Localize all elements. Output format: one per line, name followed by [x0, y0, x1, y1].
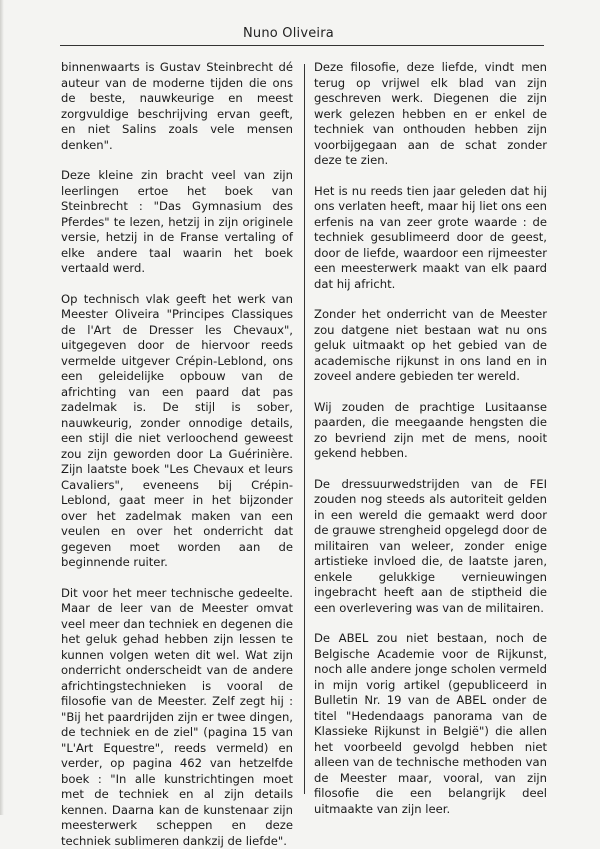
- scan-edge: [0, 0, 4, 815]
- right-column: [314, 60, 547, 817]
- paragraph: De ABEL zou niet bestaan, noch de Belgische Academie voor de Rijkunst, noch alle andere jonge scholen vermeld in mijn vorig artikel (gepubliceerd in Bulletin Nr. 19 van de ABEL onder de titel "Hedendaags panorama van de Klassieke Rijkunst in België") die allen het voorbeeld gevolgd hebben niet alleen van de technische methoden van de Meester maar, vooral, van zijn filosofie die een belangrijk deel uitmaakte van zijn leer.: [314, 631, 547, 817]
- column-divider: [304, 64, 305, 794]
- header-rule: [60, 45, 544, 46]
- paragraph: Het is nu reeds tien jaar geleden dat hij ons verlaten heeft, maar hij liet ons een erfenis na van zeer grote waarde : de techniek gesublimeerd door de geest, door de liefde, waardoor een rijmeester een meesterwerk maakt van elk paard dat hij africht.: [314, 184, 547, 293]
- paragraph: Zonder het onderricht van de Meester zou datgene niet bestaan wat nu ons geluk uitmaakt op het gebied van de academische rijkunst in ons land en in zoveel andere gebieden ter wereld.: [314, 307, 547, 385]
- paragraph: Deze kleine zin bracht veel van zijn leerlingen ertoe het boek van Steinbrecht : "Das Gymnasium des Pferdes" te lezen, hetzij in zijn originele versie, hetzij in de Franse vertaling of elke andere taal waarin het boek vertaald werd.: [61, 168, 293, 277]
- paragraph: binnenwaarts is Gustav Steinbrecht dé auteur van de moderne tijden die ons de beste, nauwkeurige en meest zorgvuldige beschrijving ervan geeft, en niet Salins zoals vele mensen denken".: [61, 60, 293, 153]
- paragraph: Deze filosofie, deze liefde, vindt men terug op vrijwel elk blad van zijn geschreven werk. Diegenen die zijn werk gelezen hebben en er enkel de techniek van onthouden hebben zijn voorbijgegaan aan de schat zonder deze te zien.: [314, 60, 547, 169]
- running-head-author: Nuno Oliveira: [243, 26, 334, 41]
- page-header: [0, 0, 600, 48]
- paragraph: De dressuurwedstrijden van de FEI zouden nog steeds als autoriteit gelden in een wereld die gemaakt werd door de grauwe strengheid opgelegd door de militairen van weleer, zonder enige artistieke invloed die, de laatste jaren, enkele gelukkige vernieuwingen ingebracht heeft aan de stiptheid die een overlevering was van de militairen.: [314, 477, 547, 617]
- paragraph: Wij zouden de prachtige Lusitaanse paarden, die meegaande hengsten die zo bevriend zijn met de mens, nooit gekend hebben.: [314, 400, 547, 462]
- paragraph: Dit voor het meer technische gedeelte. Maar de leer van de Meester omvat veel meer dan techniek en degenen die het geluk gehad hebben zijn lessen te kunnen volgen weten dit wel. Wat zijn onderricht onderscheidt van de andere africhtingstechnieken is vooral de filosofie van de Meester. Zelf zegt hij : "Bij het paardrijden zijn er twee dingen, de techniek en de ziel" (pagina 15 van "L'Art Equestre", reeds vermeld) en verder, op pagina 462 van hetzelfde boek : "In alle kunstrichtingen moet met de techniek en al zijn details kennen. Daarna kan de kunstenaar zijn meesterwerk scheppen en deze techniek sublimeren dankzij de liefde".: [61, 586, 293, 849]
- paragraph: Op technisch vlak geeft het werk van Meester Oliveira "Principes Classiques de l'Art de Dresser les Chevaux", uitgegeven door de hiervoor reeds vermelde uitgever Crépin-Leblond, ons een geleidelijke opbouw van de africhting van een paard dat pas zadelmak is. De stijl is sober, nauwkeurig, zonder onnodige details, een stijl die niet verloochend geweest zou zijn geworden door La Guérinière. Zijn laatste boek "Les Chevaux et leurs Cavaliers", eveneens bij Crépin-Leblond, gaat meer in het bijzonder over het zadelmak maken van een veulen en over het onderricht dat gegeven moet worden aan de beginnende ruiter.: [61, 292, 293, 571]
- left-column: [61, 60, 293, 849]
